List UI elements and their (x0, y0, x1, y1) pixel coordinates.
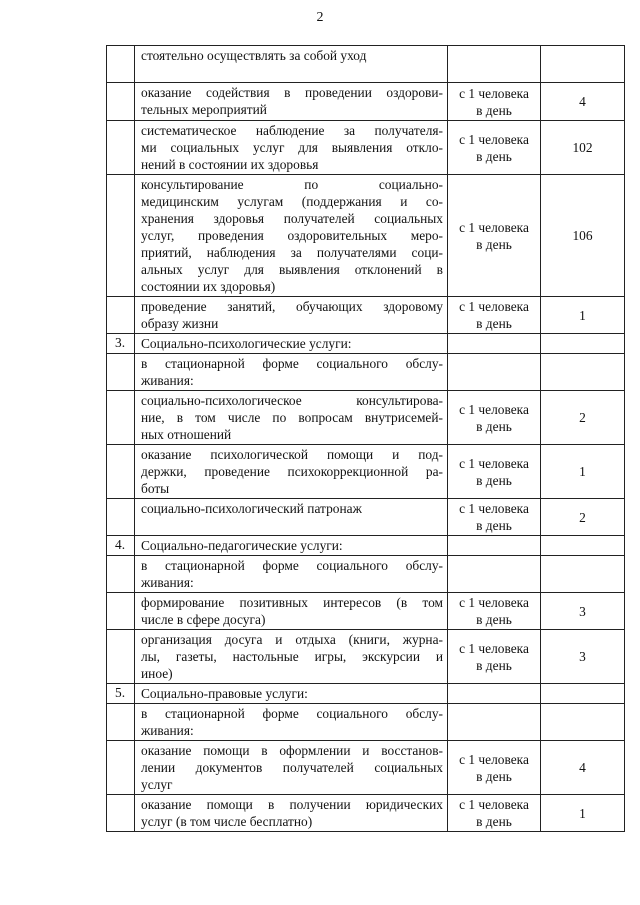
description-line: услуг, проведения оздоровительных меро- (141, 228, 443, 243)
row-number (107, 354, 135, 391)
service-count (541, 684, 625, 704)
frequency-line: в день (476, 418, 512, 434)
description-line: боты (141, 481, 170, 496)
description-line: Социально-правовые услуги: (141, 686, 308, 701)
service-count: 3 (541, 593, 625, 630)
service-count (541, 704, 625, 741)
table-row (107, 536, 625, 556)
row-number (107, 556, 135, 593)
service-description (135, 175, 448, 297)
description-line: хранения здоровья получателей социальных (141, 211, 443, 226)
service-description (135, 593, 448, 630)
page-number: 2 (316, 10, 324, 25)
table-row (107, 556, 625, 593)
table-row (107, 297, 625, 334)
description-line: лы, газеты, настольные игры, экскурсии и (141, 649, 443, 664)
table-row (107, 391, 625, 445)
description-line: живания: (141, 373, 194, 388)
frequency-line: с 1 человека (459, 131, 529, 147)
row-number (107, 593, 135, 630)
description-line: иное) (141, 666, 173, 681)
service-count: 1 (541, 795, 625, 832)
row-number: 4. (107, 536, 135, 556)
frequency-line: в день (476, 316, 512, 331)
service-count: 4 (541, 741, 625, 795)
row-number (107, 297, 135, 334)
row-number (107, 741, 135, 795)
service-description (135, 46, 448, 83)
service-frequency (448, 536, 541, 556)
table-row (107, 704, 625, 741)
service-count: 1 (541, 297, 625, 334)
description-line: ние, в том числе по вопросам внутрисемей- (141, 410, 443, 425)
description-line: Социально-психологические услуги: (141, 336, 352, 351)
service-description (135, 121, 448, 175)
service-count (541, 556, 625, 593)
table-row (107, 334, 625, 354)
frequency-line: с 1 человека (459, 501, 529, 516)
table-row (107, 499, 625, 536)
service-count: 2 (541, 391, 625, 445)
service-count (541, 354, 625, 391)
service-frequency (448, 354, 541, 391)
service-description (135, 741, 448, 795)
row-number (107, 630, 135, 684)
row-number (107, 704, 135, 741)
row-number (107, 499, 135, 536)
table-row (107, 593, 625, 630)
description-line: социально-психологический патронаж (141, 501, 362, 516)
row-number: 3. (107, 334, 135, 354)
frequency-line: с 1 человека (459, 797, 529, 812)
service-frequency (448, 297, 541, 334)
frequency-line: с 1 человека (459, 85, 529, 101)
frequency-line: в день (476, 102, 512, 118)
service-count (541, 334, 625, 354)
description-line: оказание содействия в проведении оздорови- (141, 85, 443, 100)
row-number (107, 121, 135, 175)
description-line: тельных мероприятий (141, 102, 267, 117)
service-count: 4 (541, 83, 625, 121)
description-line: в стационарной форме социального обслу- (141, 558, 443, 573)
row-number (107, 83, 135, 121)
table-row (107, 630, 625, 684)
service-description (135, 536, 448, 556)
table-row (107, 83, 625, 121)
service-description (135, 83, 448, 121)
service-description (135, 630, 448, 684)
service-description (135, 297, 448, 334)
description-line: формирование позитивных интересов (в том (141, 595, 443, 610)
description-line: состоянии их здоровья) (141, 279, 276, 294)
row-number (107, 175, 135, 297)
description-line: оказание помощи в оформлении и восстанов- (141, 743, 443, 758)
description-line: проведение занятий, обучающих здоровому (141, 299, 443, 314)
service-frequency (448, 46, 541, 83)
description-line: ми социальных услуг для выявления откло- (141, 140, 443, 155)
services-table (106, 45, 625, 832)
service-frequency (448, 704, 541, 741)
description-line: систематическое наблюдение за получателя- (141, 123, 443, 138)
service-count (541, 46, 625, 83)
table-row (107, 121, 625, 175)
frequency-line: с 1 человека (459, 219, 529, 235)
frequency-line: в день (476, 657, 512, 673)
row-number (107, 46, 135, 83)
service-frequency (448, 391, 541, 445)
description-line: услуг (в том числе бесплатно) (141, 814, 313, 829)
description-line: медицинским услугам (поддержания и со- (141, 194, 443, 209)
description-line: стоятельно осуществлять за собой уход (141, 48, 367, 63)
row-number (107, 795, 135, 832)
table-row (107, 175, 625, 297)
service-description (135, 391, 448, 445)
table-row (107, 795, 625, 832)
frequency-line: в день (476, 518, 512, 533)
service-description (135, 354, 448, 391)
description-line: Социально-педагогические услуги: (141, 538, 343, 553)
description-line: образу жизни (141, 316, 219, 331)
service-count: 1 (541, 445, 625, 499)
description-line: в стационарной форме социального обслу- (141, 356, 443, 371)
frequency-line: с 1 человека (459, 640, 529, 656)
row-number (107, 391, 135, 445)
service-description (135, 795, 448, 832)
table-row (107, 741, 625, 795)
description-line: живания: (141, 723, 194, 738)
description-line: альных услуг для выявления отклонений в (141, 262, 443, 277)
description-line: держки, проведение психокоррекционной ра- (141, 464, 443, 479)
service-frequency (448, 795, 541, 832)
frequency-line: с 1 человека (459, 455, 529, 471)
description-line: услуг (141, 777, 173, 792)
service-frequency (448, 741, 541, 795)
service-frequency (448, 630, 541, 684)
service-description (135, 499, 448, 536)
service-count: 2 (541, 499, 625, 536)
description-line: нений в состоянии их здоровья (141, 157, 319, 172)
service-frequency (448, 83, 541, 121)
service-description (135, 684, 448, 704)
description-line: приятий, наблюдения за получателями соци- (141, 245, 443, 260)
description-line: консультирование по социально- (141, 177, 443, 192)
service-frequency (448, 499, 541, 536)
table-row (107, 684, 625, 704)
description-line: оказание психологической помощи и под- (141, 447, 443, 462)
service-description (135, 704, 448, 741)
service-frequency (448, 445, 541, 499)
service-frequency (448, 121, 541, 175)
frequency-line: в день (476, 768, 512, 784)
service-description (135, 445, 448, 499)
frequency-line: в день (476, 148, 512, 164)
service-frequency (448, 334, 541, 354)
frequency-line: с 1 человека (459, 751, 529, 767)
table-row (107, 445, 625, 499)
frequency-line: с 1 человека (459, 401, 529, 417)
description-line: числе в сфере досуга) (141, 612, 266, 627)
frequency-line: с 1 человека (459, 595, 529, 610)
service-frequency (448, 684, 541, 704)
service-frequency (448, 556, 541, 593)
frequency-line: в день (476, 814, 512, 829)
service-count: 106 (541, 175, 625, 297)
description-line: оказание помощи в получении юридических (141, 797, 443, 812)
service-frequency (448, 593, 541, 630)
description-line: лении документов получателей социальных (141, 760, 443, 775)
service-description (135, 334, 448, 354)
frequency-line: в день (476, 236, 512, 252)
frequency-line: в день (476, 612, 512, 627)
frequency-line: с 1 человека (459, 299, 529, 314)
service-description (135, 556, 448, 593)
service-count: 3 (541, 630, 625, 684)
description-line: живания: (141, 575, 194, 590)
frequency-line: в день (476, 472, 512, 488)
description-line: социально-психологическое консультирова- (141, 393, 443, 408)
service-count (541, 536, 625, 556)
description-line: ных отношений (141, 427, 232, 442)
table-row (107, 354, 625, 391)
row-number: 5. (107, 684, 135, 704)
service-frequency (448, 175, 541, 297)
service-count: 102 (541, 121, 625, 175)
table-row (107, 46, 625, 83)
description-line: в стационарной форме социального обслу- (141, 706, 443, 721)
description-line: организация досуга и отдыха (книги, журна- (141, 632, 443, 647)
row-number (107, 445, 135, 499)
